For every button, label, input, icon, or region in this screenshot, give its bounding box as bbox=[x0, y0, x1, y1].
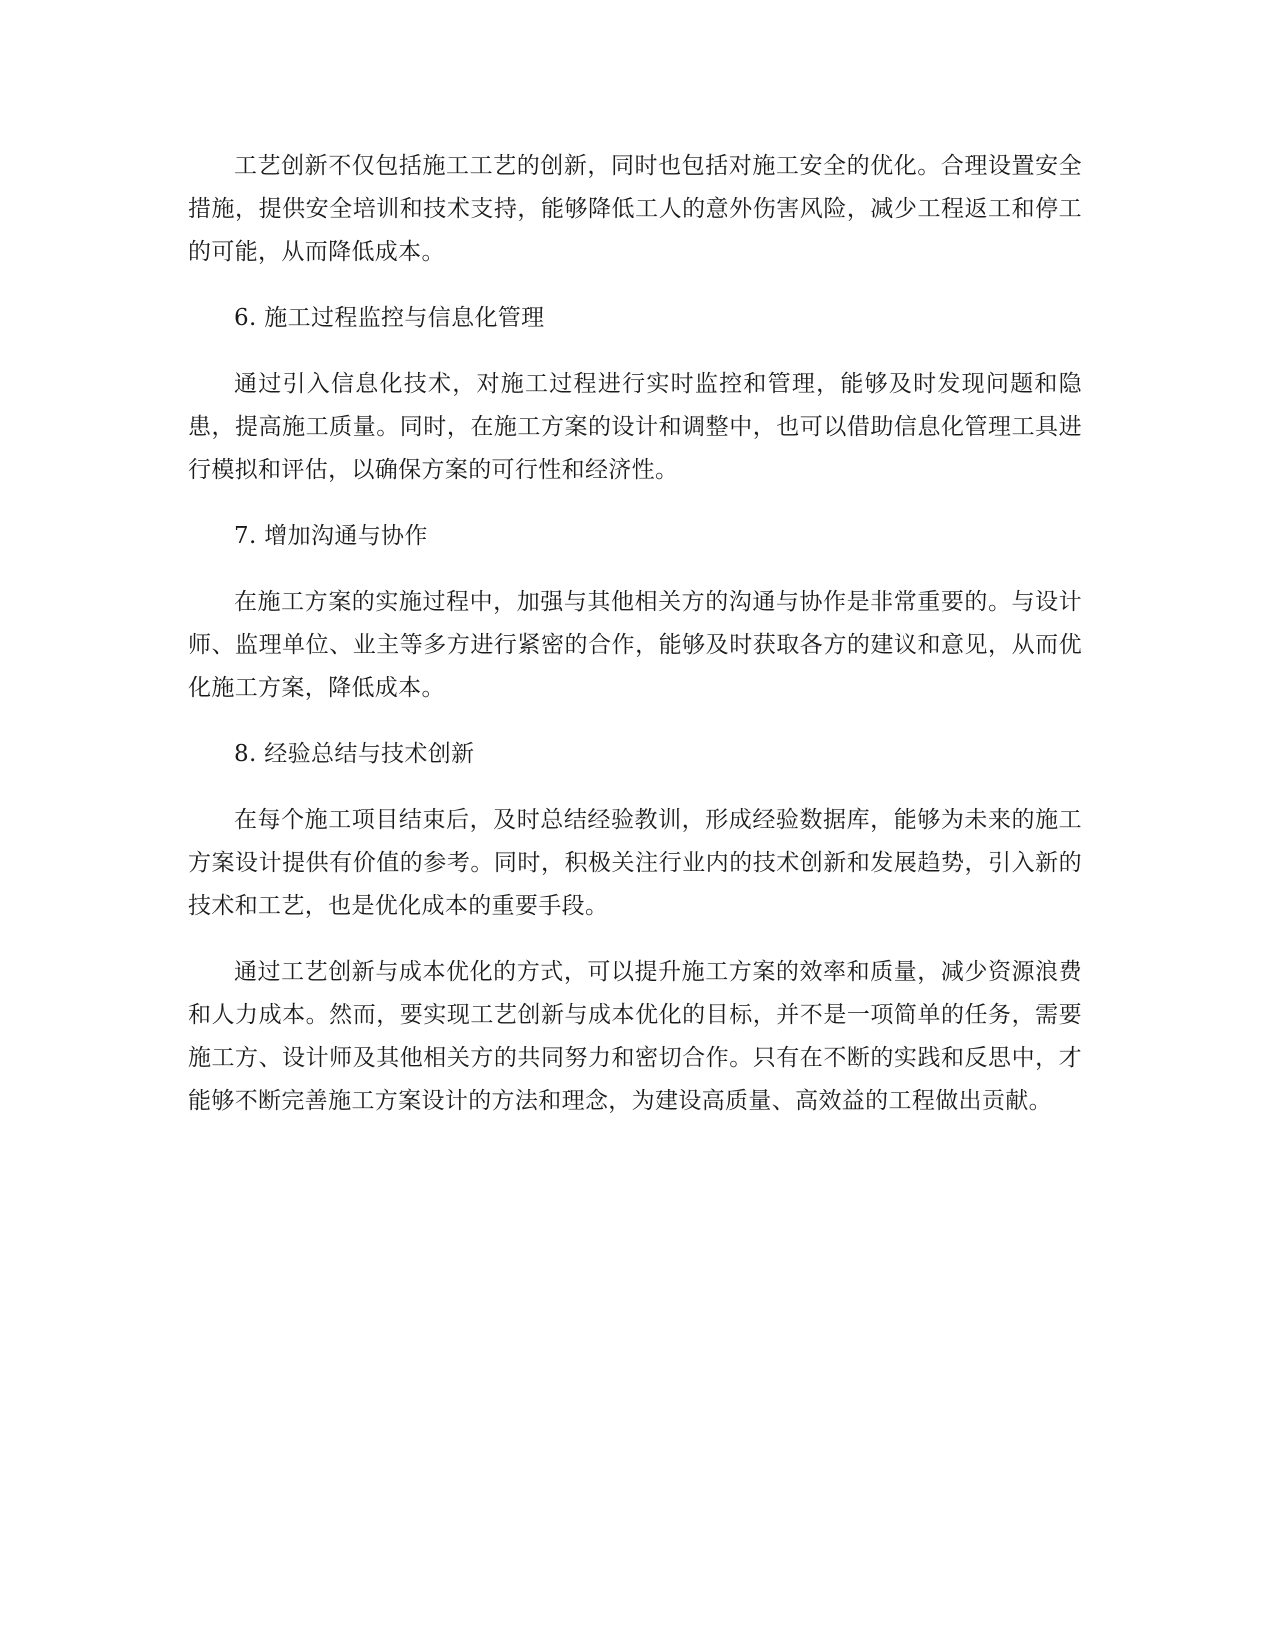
paragraph-communication: 在施工方案的实施过程中，加强与其他相关方的沟通与协作是非常重要的。与设计师、监理单位、业主等多方进行紧密的合作，能够及时获取各方的建议和意见，从而优化施工方案，降低成本。 bbox=[188, 589, 1082, 701]
section-heading-8: 8. 经验总结与技术创新 bbox=[234, 741, 475, 767]
paragraph-conclusion: 通过工艺创新与成本优化的方式，可以提升施工方案的效率和质量，减少资源浪费和人力成本。然而，要实现工艺创新与成本优化的目标，并不是一项简单的任务，需要施工方、设计师及其他相关方的共同努力和密切合作。只有在不断的实践和反思中，才能够不断完善施工方案设计的方法和理念，为建设高质量、高效益的工程做出贡献。 bbox=[188, 959, 1082, 1114]
section-heading-7: 7. 增加沟通与协作 bbox=[234, 523, 428, 549]
paragraph-safety-optimization: 工艺创新不仅包括施工工艺的创新，同时也包括对施工安全的优化。合理设置安全措施，提供安全培训和技术支持，能够降低工人的意外伤害风险，减少工程返工和停工的可能，从而降低成本。 bbox=[188, 153, 1082, 265]
paragraph-experience: 在每个施工项目结束后，及时总结经验教训，形成经验数据库，能够为未来的施工方案设计提供有价值的参考。同时，积极关注行业内的技术创新和发展趋势，引入新的技术和工艺，也是优化成本的重要手段。 bbox=[188, 807, 1082, 919]
paragraph-monitoring: 通过引入信息化技术，对施工过程进行实时监控和管理，能够及时发现问题和隐患，提高施工质量。同时，在施工方案的设计和调整中，也可以借助信息化管理工具进行模拟和评估，以确保方案的可行性和经济性。 bbox=[188, 371, 1082, 483]
document-body bbox=[188, 145, 1082, 1146]
section-heading-6: 6. 施工过程监控与信息化管理 bbox=[234, 305, 545, 331]
